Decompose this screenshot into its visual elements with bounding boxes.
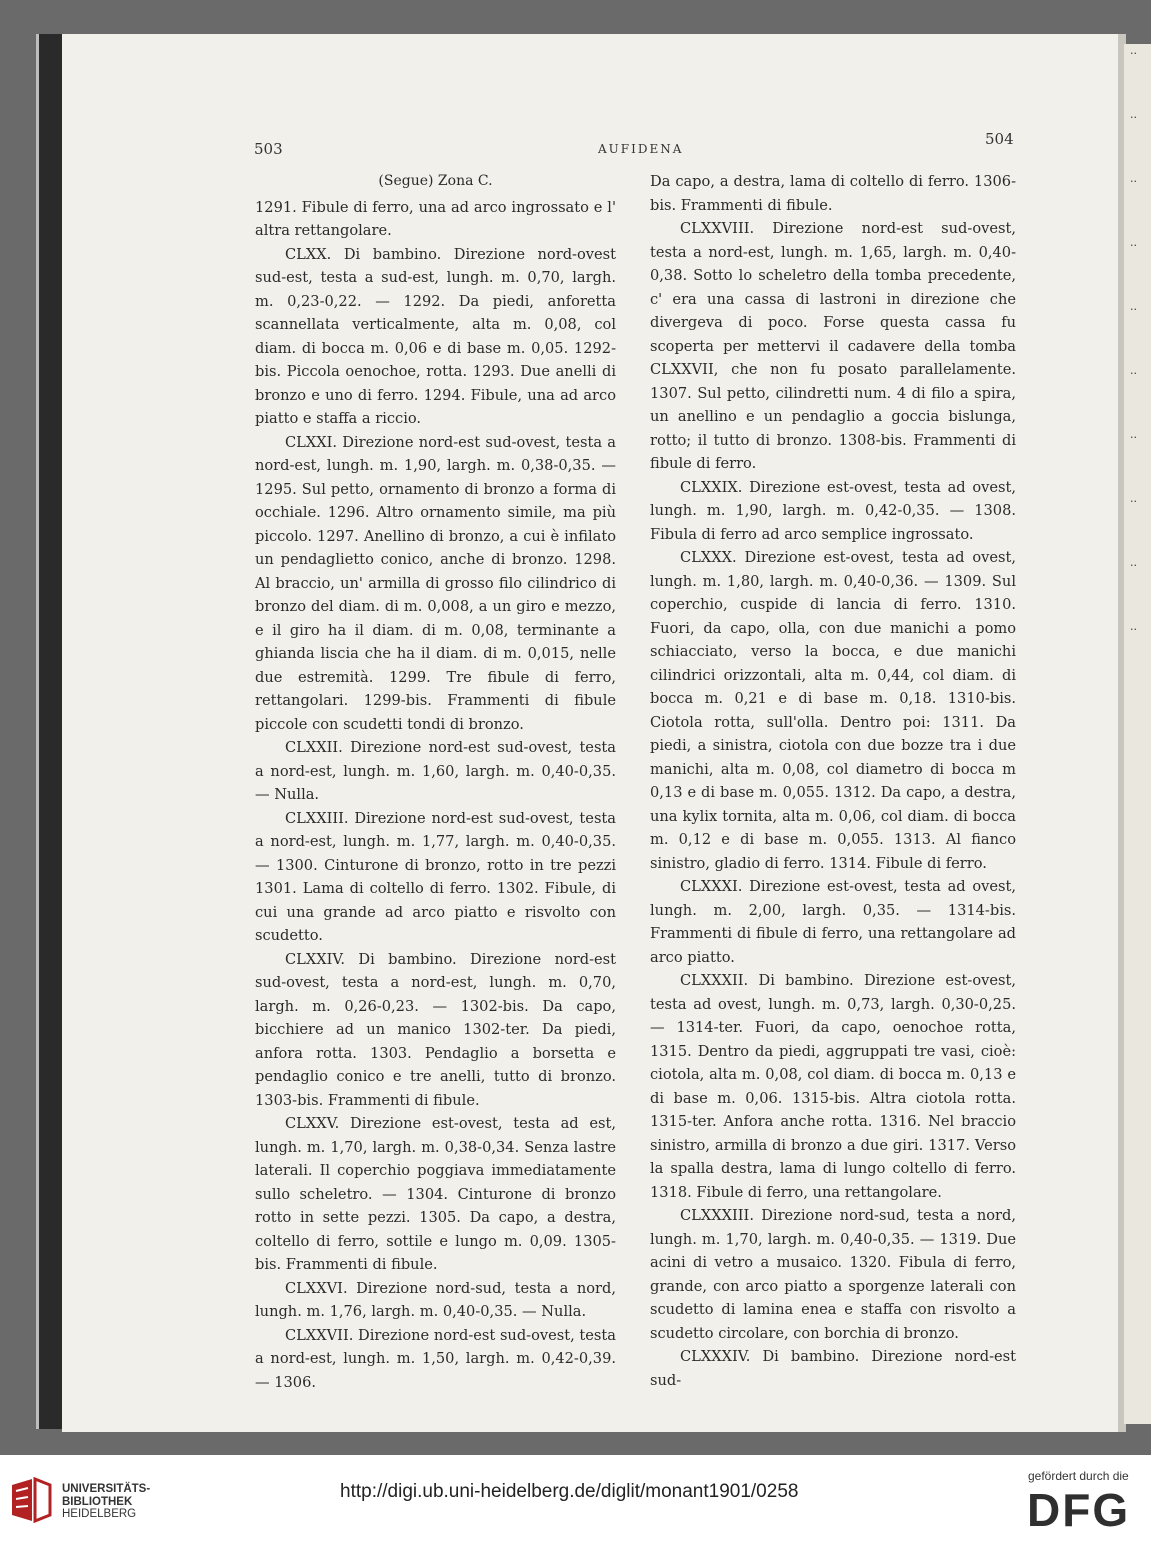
footer-bar (0, 1455, 1151, 1543)
section-continuation-heading: (Segue) Zona C. (378, 173, 493, 189)
paragraph: CLXXX. Direzione est-ovest, testa ad ovest, lungh. m. 1,80, largh. m. 0,40-0,36. — 1309. Sul coperchio, cuspide di lancia di ferro. 1310. Fuori, da capo, olla, con due manichi a pomo schiacciato, verso la bocca, e due manichi cilindrici orizzontali, alta m. 0,44, col diam. di bocca m. 0,21 e di base m. 0,18. 1310-bis. Ciotola rotta, sull'olla. Dentro poi: 1311. Da piedi, a sinistra, ciotola con due bozze tra i due manichi, alta m. 0,08, col diametro di bocca m 0,13 e di base m. 0,055. 1312. Da capo, a destra, una kylix tornita, alta m. 0,06, col diam. di bocca m. 0,12 e di base m. 0,055. 1313. Al fianco sinistro, gladio di ferro. 1314. Fibule di ferro. (650, 549, 1016, 872)
permalink-url[interactable]: http://digi.ub.uni-heidelberg.de/diglit/monant1901/0258 (340, 1481, 799, 1502)
paragraph: CLXXI. Direzione nord-est sud-ovest, testa a nord-est, lungh. m. 1,90, largh. m. 0,38-0,35. — 1295. Sul petto, ornamento di bronzo a forma di occhiale. 1296. Altro ornamento simile, ma più piccolo. 1297. Anellino di bronzo, a cui è infilato un pendaglietto conico, anche di bronzo. 1298. Al braccio, un' armilla di grosso filo cilindrico di bronzo del diam. di m. 0,008, a un giro e mezzo, e il giro ha il diam. di m. 0,08, terminante a ghianda liscia che ha il diam. di m. 0,015, nelle due estremità. 1299. Tre fibule di ferro, rettangolari. 1299-bis. Frammenti di fibule piccole con scudetti tondi di bronzo. (255, 433, 616, 733)
paragraph: CLXXIV. Di bambino. Direzione nord-est sud-ovest, testa a nord-est, lungh. m. 0,70, largh. m. 0,26-0,23. — 1302-bis. Da capo, bicchiere ad un manico 1302-ter. Da piedi, anfora rotta. 1303. Pendaglio a borsetta e pendaglio conico e tre anelli, tutto di bronzo. 1303-bis. Frammenti di fibule. (255, 950, 616, 1109)
library-name-line: UNIVERSITÄTS- (62, 1483, 151, 1495)
paragraph: CLXXXI. Direzione est-ovest, testa ad ovest, lungh. m. 2,00, largh. 0,35. — 1314-bis. Frammenti di fibule di ferro, una rettangolare ad arco piatto. (650, 878, 1016, 966)
funding-label: gefördert durch die (1028, 1469, 1129, 1483)
paragraph: CLXXXIV. Di bambino. Direzione nord-est sud- (650, 1348, 1016, 1389)
left-text-column (255, 170, 616, 1394)
paragraph: CLXXXII. Di bambino. Direzione est-ovest, testa ad ovest, lungh. m. 0,73, largh. 0,30-0,25. — 1314-ter. Fuori, da capo, oenochoe rotta, 1315. Dentro da piedi, aggruppati tre vasi, cioè: ciotola, alta m. 0,08, col diam. di bocca m. 0,13 e di base m. 0,06. 1315-bis. Altra ciotola rotta. 1315-ter. Anfora anche rotta. 1316. Nel braccio sinistro, armilla di bronzo a due giri. 1317. Verso la spalla destra, lama di lungo coltello di ferro. 1318. Fibule di ferro, una rettangolare. (650, 972, 1016, 1201)
page-number-right: 504 (985, 130, 1014, 148)
dfg-logo: DFG (1027, 1484, 1131, 1536)
right-text-column (650, 170, 1016, 1392)
paragraph: CLXX. Di bambino. Direzione nord-ovest sud-est, testa a sud-est, lungh. m. 0,70, largh. m. 0,23-0,22. — 1292. Da piedi, anforetta scannellata verticalmente, alta m. 0,08, col diam. di bocca m. 0,06 e di base m. 0,05. 1292-bis. Piccola oenochoe, rotta. 1293. Due anelli di bronzo e uno di ferro. 1294. Fibule, una ad arco piatto e staffa a riccio. (255, 245, 616, 427)
paragraph: CLXXV. Direzione est-ovest, testa ad est, lungh. m. 1,70, largh. m. 0,38-0,34. Senza lastre laterali. Il coperchio poggiava immediatamente sullo scheletro. — 1304. Cinturone di bronzo rotto in sette pezzi. 1305. Da capo, a destra, coltello di ferro, sottile e lungo m. 0,09. 1305-bis. Frammenti di fibule. (255, 1115, 616, 1273)
paragraph: CLXXIII. Direzione nord-est sud-ovest, testa a nord-est, lungh. m. 1,77, largh. m. 0,40-0,35. — 1300. Cinturone di bronzo, rotto in tre pezzi 1301. Lama di coltello di ferro. 1302. Fibule, di cui una grande ad arco piatto e risvolto con scudetto. (255, 809, 616, 944)
paragraph: CLXXVII. Direzione nord-est sud-ovest, testa a nord-est, lungh. m. 1,50, largh. m. 0,42-0,39. — 1306. (255, 1326, 616, 1391)
library-name-line: HEIDELBERG (62, 1508, 137, 1520)
library-name-line: BIBLIOTHEK (62, 1495, 133, 1508)
library-name (62, 1483, 150, 1521)
facing-page-strip: .. .. .. .. .. .. .. .. .. .. (1124, 44, 1151, 1424)
paragraph: CLXXXIII. Direzione nord-sud, testa a nord, lungh. m. 1,70, largh. m. 0,40-0,35. — 1319. Due acini di vetro a musaico. 1320. Fibula di ferro, grande, con arco piatto a sporgenze laterali con scudetto di lamina enea e staffa con risvolto a scudetto circolare, con borchia di bronzo. (650, 1207, 1016, 1342)
paragraph: CLXXVI. Direzione nord-sud, testa a nord, lungh. m. 1,76, largh. m. 0,40-0,35. — Nulla. (255, 1279, 616, 1320)
running-title: AUFIDENA (598, 142, 684, 156)
paragraph: 1291. Fibule di ferro, una ad arco ingrossato e l' altra rettangolare. (255, 198, 616, 239)
university-library-logo-icon (8, 1477, 54, 1523)
book-spine-edge (36, 34, 65, 1429)
paragraph: CLXXVIII. Direzione nord-est sud-ovest, testa a nord-est, lungh. m. 1,65, largh. m. 0,40-0,38. Sotto lo scheletro della tomba precedente, c' era una cassa di lastroni in direzione che divergeva di poco. Forse questa cassa fu scoperta per mettervi il cadavere della tomba CLXXVII, che non fu posato parallelamente. 1307. Sul petto, cilindretti num. 4 di filo a spira, un anellino e un pendaglio a goccia bislunga, rotto; il tutto di bronzo. 1308-bis. Frammenti di fibule di ferro. (650, 220, 1016, 472)
page-number-left: 503 (254, 140, 283, 158)
paragraph: CLXXIX. Direzione est-ovest, testa ad ovest, lungh. m. 1,90, largh. m. 0,42-0,35. — 1308. Fibula di ferro ad arco semplice ingrossato. (650, 478, 1016, 543)
paragraph: Da capo, a destra, lama di coltello di ferro. 1306-bis. Frammenti di fibule. (650, 173, 1016, 214)
paragraph: CLXXII. Direzione nord-est sud-ovest, testa a nord-est, lungh. m. 1,60, largh. m. 0,40-0,35. — Nulla. (255, 739, 616, 803)
